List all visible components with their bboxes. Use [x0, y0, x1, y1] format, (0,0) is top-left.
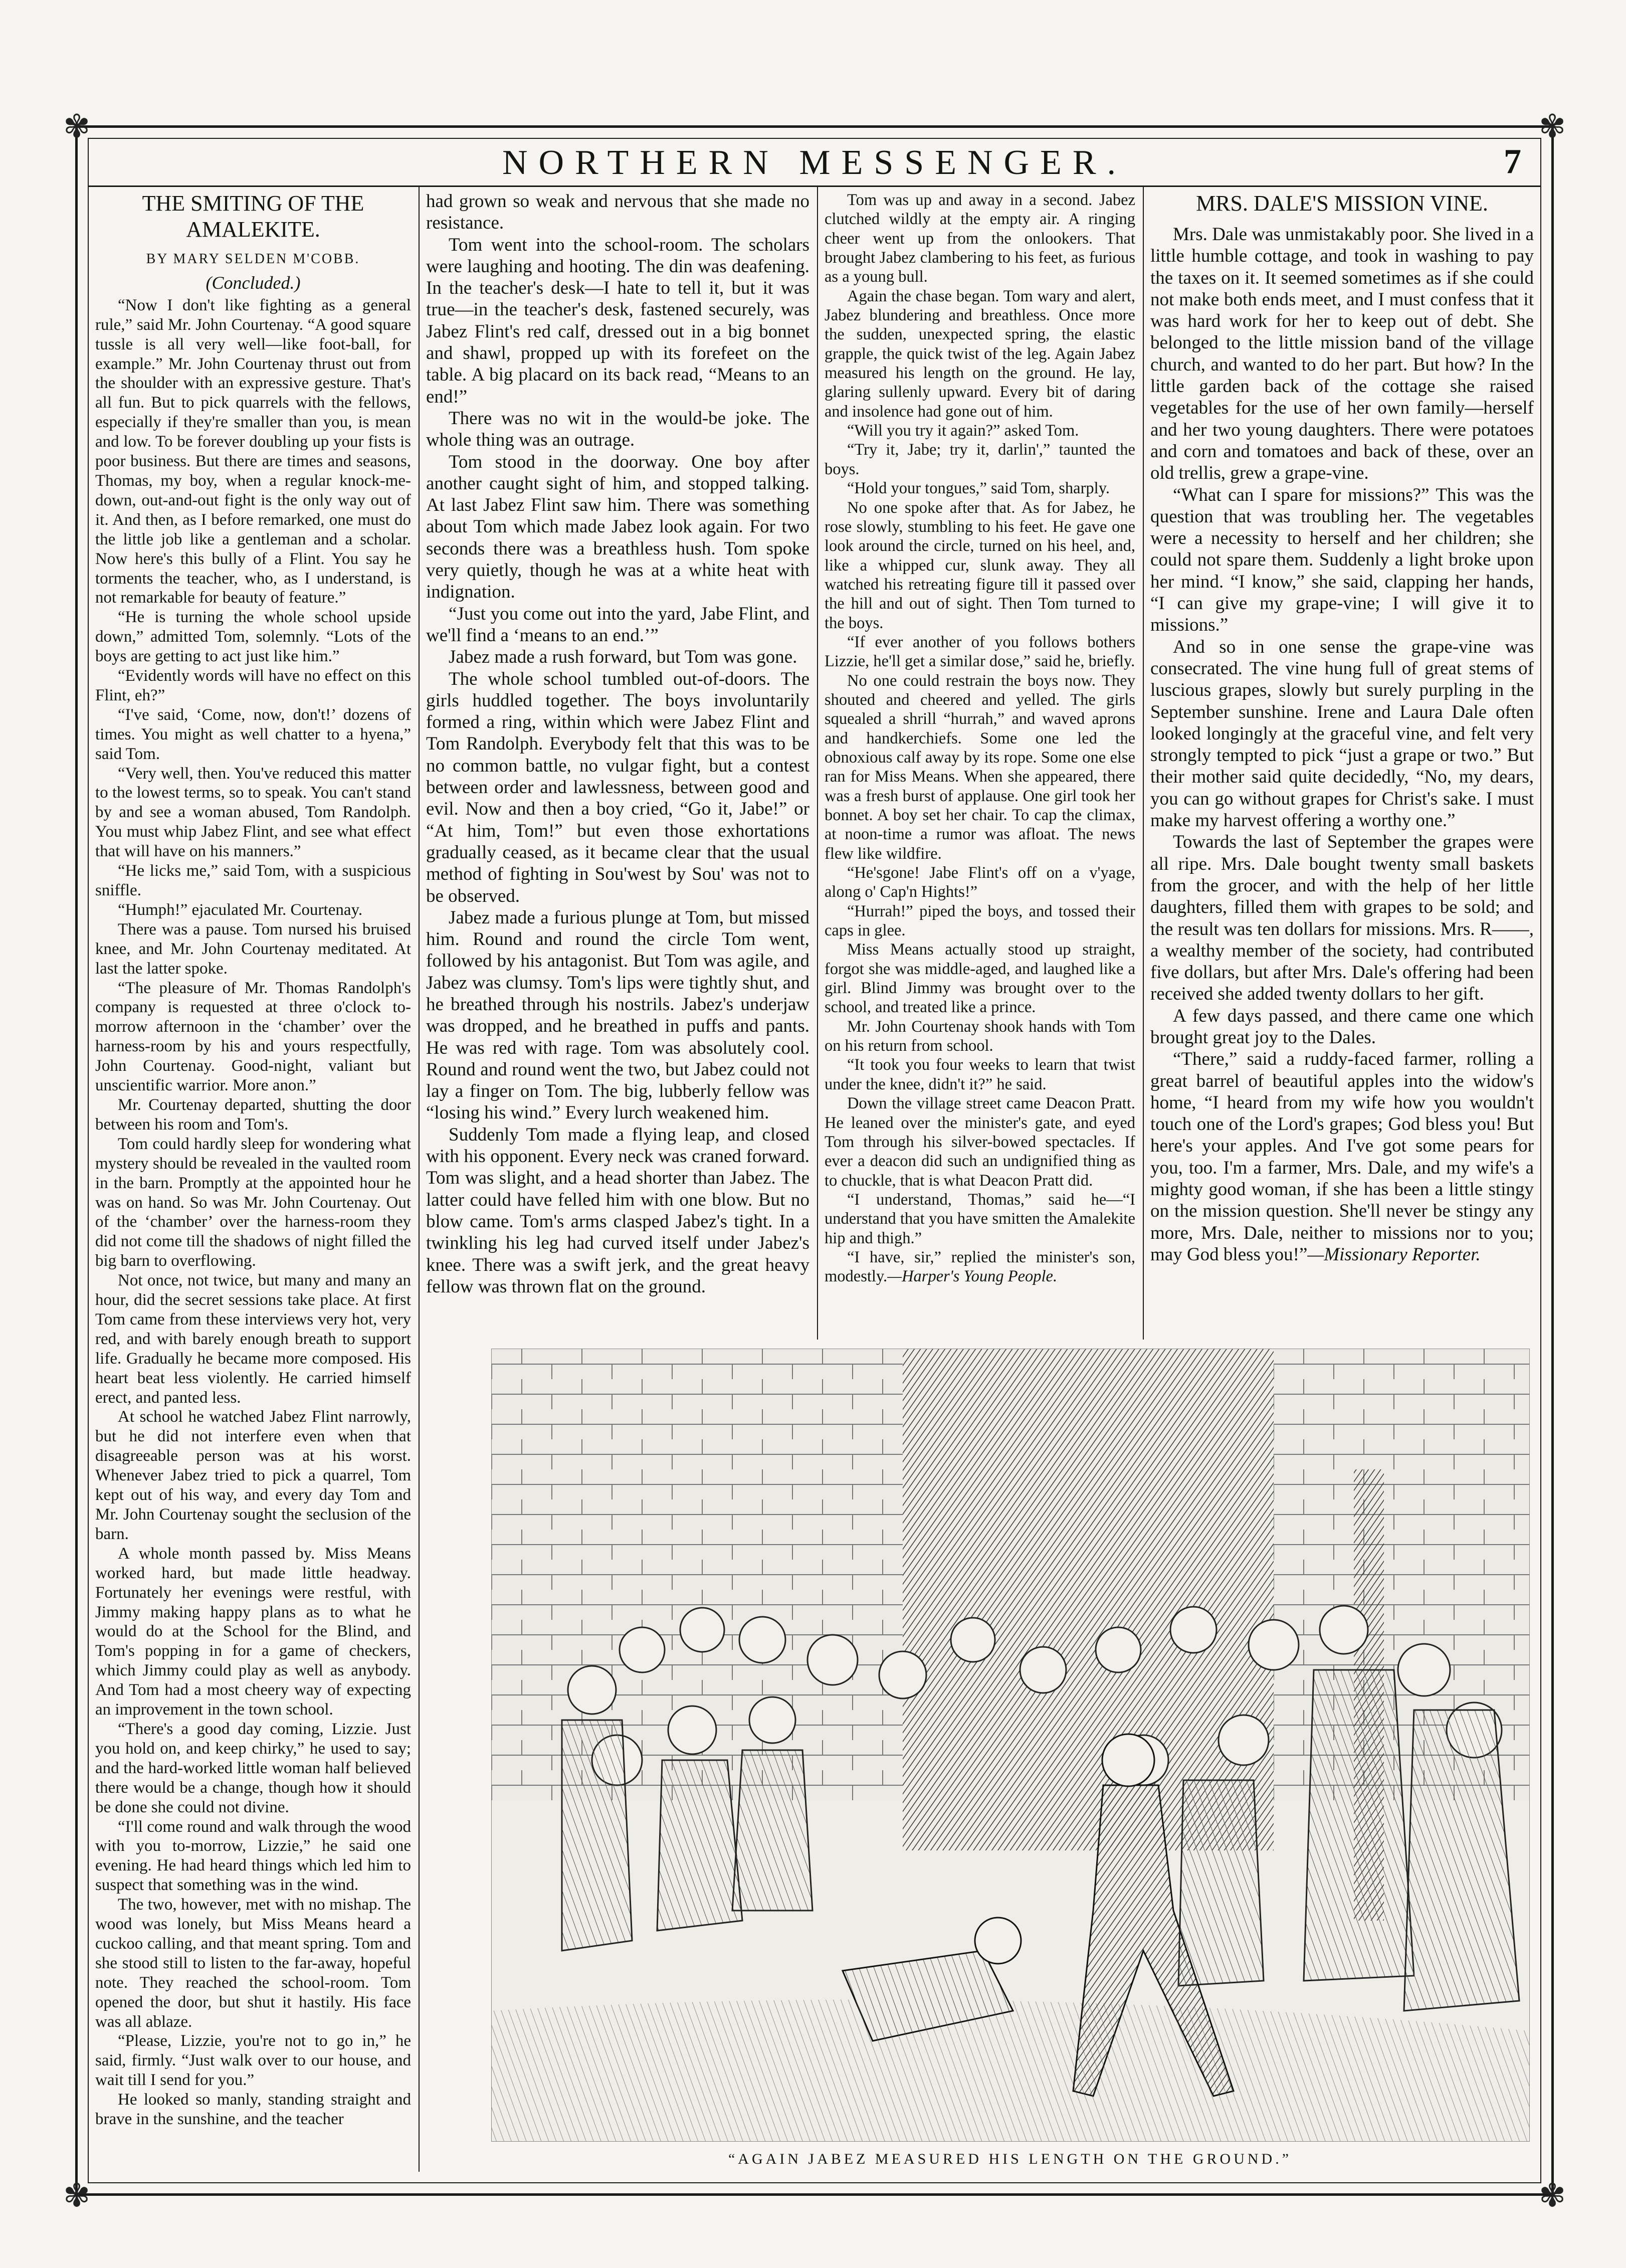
paragraph: “If ever another of you follows bothers Lizzie, he'll get a similar dose,” said he, briefly.: [825, 633, 1135, 671]
story-title: THE SMITING OF THE AMALEKITE.: [142, 191, 364, 242]
column-separator: [1143, 186, 1144, 1340]
corner-ornament-icon: ✾: [63, 2178, 90, 2213]
paragraph: “Very well, then. You've reduced this matter to the lowest terms, so to speak. You can't stand by and see a woman abused, Tom Randolph. You must whip Jabez Flint, and see what effect that will have on his manners.”: [95, 764, 411, 861]
column-3: [825, 191, 1135, 1286]
paragraph: “Please, Lizzie, you're not to go in,” he said, firmly. “Just walk over to our house, and wait till I send for you.”: [95, 2032, 411, 2090]
paragraph: Towards the last of September the grapes were all ripe. Mrs. Dale bought twenty small baskets from the grocer, and with the help of her little daughters, filled them with grapes to be sold; and the result was ten dollars for missions. Mrs. R——, a wealthy member of the society, had contributed five dollars, but after Mrs. Dale's offering had been received she added twenty dollars to her gift.: [1150, 832, 1534, 1005]
paragraph: There was a pause. Tom nursed his bruised knee, and Mr. John Courtenay meditated. At last the latter spoke.: [95, 920, 411, 978]
paragraph: There was no wit in the would-be joke. The whole thing was an outrage.: [426, 408, 809, 451]
paragraph: Mr. John Courtenay shook hands with Tom on his return from school.: [825, 1017, 1135, 1055]
paragraph: Not once, not twice, but many and many an hour, did the secret sessions take place. At first Tom came from these interviews very hot, very red, and with barely enough breath to support life. Gradually he became more composed. His heart beat less violently. He carried himself erect, and panted less.: [95, 1271, 411, 1407]
source-credit: —Missionary Reporter.: [1307, 1244, 1481, 1265]
paragraph: “Humph!” ejaculated Mr. Courtenay.: [118, 900, 363, 919]
column-separator: [817, 186, 818, 1340]
paragraph: “Now I don't like fighting as a general rule,” said Mr. John Courtenay. “A good square tussle is all very well—like foot-ball, for example.” Mr. John Courtenay thrust out from the shoulder with an expressive gesture. That's all fun. But to pick quarrels with the fellows, especially if they're smaller than you, is mean and low. To be forever doubling up your fists is poor business. But there are times and seasons, Thomas, my boy, when a regular knock-me-down, out-and-out fight is the only way out of it. And then, as I before remarked, one must do the little job like a gentleman and a scholar. Now here's this bully of a Flint. You say he torments the teacher, who, as I understand, is not remarkable for beauty of feature.”: [95, 296, 411, 607]
paragraph: “Try it, Jabe; try it, darlin',” taunted the boys.: [825, 441, 1135, 478]
illustration-caption: “AGAIN JABEZ MEASURED HIS LENGTH ON THE GROUND.”: [728, 2151, 1292, 2167]
paragraph: No one spoke after that. As for Jabez, he rose slowly, stumbling to his feet. He gave one look around the circle, turned on his heel, and, like a whipped cur, slunk away. They all watched his retreating figure till it passed over the hill and out of sight. Then Tom turned to the boys.: [825, 498, 1135, 632]
paragraph: A whole month passed by. Miss Means worked hard, but made little headway. Fortunately her evenings were restful, with Jimmy making happy plans as to what he would do at the School for the Blind, and Tom's popping in for a game of checkers, which Jimmy could play as well as anybody. And Tom had a most cheery way of expecting an improvement in the town school.: [95, 1544, 411, 1719]
paragraph: Tom stood in the doorway. One boy after another caught sight of him, and stopped talking. At last Jabez Flint saw him. There was something about Tom which made Jabez look again. For two seconds there was a breathless hush. Tom spoke very quietly, though he was at a white heat with indignation.: [426, 451, 809, 603]
column-1: [95, 191, 411, 2129]
paragraph: Miss Means actually stood up straight, forgot she was middle-aged, and laughed like a girl. Blind Jimmy was brought over to the school, and treated like a prince.: [825, 940, 1135, 1017]
masthead-title: NORTHERN MESSENGER.: [502, 143, 1127, 182]
engraving-illustration: [491, 1349, 1530, 2142]
paragraph: “It took you four weeks to learn that twist under the knee, didn't it?” he said.: [825, 1056, 1135, 1093]
paragraph: Tom went into the school-room. The scholars were laughing and hooting. The din was deafening. In the teacher's desk—I hate to tell it, but it was true—in the teacher's desk, fastened securely, was Jabez Flint's red calf, dressed out in a big bonnet and shawl, propped up with its forefeet on the table. A big placard on its back read, “Means to an end!”: [426, 234, 809, 407]
column-separator: [419, 186, 420, 2172]
paragraph: Tom could hardly sleep for wondering what mystery should be revealed in the vaulted room in the barn. Promptly at the appointed hour he was on hand. So was Mr. John Courtenay. Out of the ‘chamber’ over the harness-room they did not come till the shadows of night filled the big barn to overflowing.: [95, 1135, 411, 1270]
paragraph: had grown so weak and nervous that she made no resistance.: [426, 191, 809, 234]
paragraph: Suddenly Tom made a flying leap, and closed with his opponent. Every neck was craned forward. Tom was slight, and a head shorter than Jabez. The latter could have felled him with one blow. But no blow came. Tom's arms clasped Jabez's tight. In a twinkling his leg had curved itself under Jabez's knee. There was a swift jerk, and the great heavy fellow was thrown flat on the ground.: [426, 1124, 809, 1297]
paragraph: The two, however, met with no mishap. The wood was lonely, but Miss Means heard a cuckoo calling, and that meant spring. Tom and she stood still to listen to the far-away, hopeful note. They reached the school-room. Tom opened the door, but shut it hastily. His face was all ablaze.: [95, 1896, 411, 2031]
paragraph: “What can I spare for missions?” This was the question that was troubling her. The vegetables were a necessity to herself and her children; she could not spare them. Suddenly a light broke upon her mind. “I know,” she said, clapping her hands, “I can give my grape-vine; I will give it to missions.”: [1150, 484, 1534, 636]
paragraph: [1150, 1048, 1534, 1265]
corner-ornament-icon: ✾: [1539, 2178, 1566, 2213]
paragraph: [825, 1248, 1135, 1286]
paragraph: Jabez made a furious plunge at Tom, but missed him. Round and round the circle Tom went, followed by his antagonist. But Tom was agile, and Jabez was clumsy. Tom's lips were tightly shut, and he breathed through his nostrils. Jabez's underjaw was dropped, and he breathed in puffs and pants. He was red with rage. Tom was absolutely cool. Round and round went the two, but Jabez could not lay a finger on Tom. The big, lubberly fellow was “losing his wind.” Every lurch weakened him.: [426, 907, 809, 1123]
paragraph: A few days passed, and there came one which brought great joy to the Dales.: [1150, 1005, 1534, 1048]
corner-ornament-icon: ✾: [1539, 109, 1566, 144]
paragraph: “I've said, ‘Come, now, don't!’ dozens of times. You might as well chatter to a hyena,” said Tom.: [95, 705, 411, 763]
fight-scene-illustration: [492, 1349, 1529, 2141]
byline: BY MARY SELDEN M'COBB.: [146, 251, 360, 267]
paragraph: “He is turning the whole school upside down,” admitted Tom, solemnly. “Lots of the boys are getting to act just like him.”: [95, 608, 411, 666]
source-credit: —Harper's Young People.: [887, 1267, 1058, 1286]
paragraph: “Just you come out into the yard, Jabe Flint, and we'll find a ‘means to an end.’”: [426, 603, 809, 646]
paragraph: “I understand, Thomas,” said he—“I understand that you have smitten the Amalekite hip and thigh.”: [825, 1190, 1135, 1247]
masthead: [88, 138, 1541, 187]
paragraph: And so in one sense the grape-vine was consecrated. The vine hung full of great stems of luscious grapes, slowly but surely purpling in the September sunshine. Irene and Laura Dale often looked longingly at the graceful vine, and felt very strongly tempted to pick “just a grape or two.” But their mother said quite decidedly, “No, my dears, you can go without grapes for Christ's sake. I must make my harvest offering a worthy one.”: [1150, 636, 1534, 831]
paragraph: Down the village street came Deacon Pratt. He leaned over the minister's gate, and eyed Tom through his silver-bowed spectacles. If ever a deacon did such an undignified thing as to chuckle, that is what Deacon Pratt did.: [825, 1094, 1135, 1190]
column-2: [426, 191, 809, 1297]
paragraph: He looked so manly, standing straight and brave in the sunshine, and the teacher: [95, 2091, 411, 2129]
paragraph: “There's a good day coming, Lizzie. Just you hold on, and keep chirky,” he used to say; and the hard-worked little woman half believed there would be a change, though how it should be done she could not divine.: [95, 1720, 411, 1816]
page-number: 7: [1504, 142, 1521, 181]
paragraph: No one could restrain the boys now. They shouted and cheered and yelled. The girls squealed a shrill “hurrah,” and waved aprons and handkerchiefs. Some one led the obnoxious calf away by its rope. Some one else ran for Miss Means. When she appeared, there was a fresh burst of applause. One girl took her bonnet. A boy set her chair. To cap the climax, at noon-time a rumor was afloat. The news flew like wildfire.: [825, 671, 1135, 863]
concluded-note: (Concluded.): [206, 272, 301, 293]
paragraph: “He licks me,” said Tom, with a suspicious sniffle.: [95, 862, 411, 899]
paragraph: “Will you try it again?” asked Tom.: [847, 422, 1079, 440]
paragraph-text: “I have, sir,” replied the minister's son, modestly.: [825, 1248, 1135, 1286]
paragraph: The whole school tumbled out-of-doors. The girls huddled together. The boys involuntarily formed a ring, within which were Jabez Flint and Tom Randolph. Everybody felt that this was to be no common battle, no vulgar fight, but a contest between order and lawlessness, between good and evil. Now and then a boy cried, “Go it, Jabe!” or “At him, Tom!” but even those exhortations gradually ceased, as it became clear that the usual method of fighting in Sou'west by Sou' was not to be observed.: [426, 668, 809, 906]
paragraph: “I'll come round and walk through the wood with you to-morrow, Lizzie,” he said one evening. He had heard things which led him to suspect that something was in the wind.: [95, 1817, 411, 1895]
corner-ornament-icon: ✾: [63, 109, 90, 144]
paragraph-text: “There,” said a ruddy-faced farmer, rolling a great barrel of beautiful apples into the widow's home, “I heard from my wife how you wouldn't touch one of the Lord's grapes; God bless you! But here's your apples. And I've got some pears for you, too. I'm a farmer, Mrs. Dale, and my wife's a mighty good woman, if she has been a little stingy on the mission question. She'll never be stingy any more, Mrs. Dale, neither to missions nor to you; may God bless you!”: [1150, 1049, 1534, 1265]
paragraph: “Hold your tongues,” said Tom, sharply.: [847, 479, 1110, 498]
paragraph: Mr. Courtenay departed, shutting the door between his room and Tom's.: [95, 1095, 411, 1133]
paragraph: “The pleasure of Mr. Thomas Randolph's company is requested at three o'clock to-morrow afternoon in the ‘chamber’ over the harness-room by his and yours respectfully, John Courtenay. Good-night, valiant but unscientific warrior. More anon.”: [95, 979, 411, 1095]
paragraph: Tom was up and away in a second. Jabez clutched wildly at the empty air. A ringing cheer went up from the onlookers. That brought Jabez clambering to his feet, as furious as a young bull.: [825, 191, 1135, 286]
paragraph: Again the chase began. Tom wary and alert, Jabez blundering and breathless. Once more the sudden, unexpected spring, the elastic grapple, the quick twist of the leg. Again Jabez measured his length on the ground. He lay, glaring sullenly upward. Every bit of daring and insolence had gone out of him.: [825, 287, 1135, 421]
paragraph: “He'sgone! Jabe Flint's off on a v'yage, along o' Cap'n Hights!”: [825, 864, 1135, 901]
paragraph: “Hurrah!” piped the boys, and tossed their caps in glee.: [825, 902, 1135, 940]
paragraph: At school he watched Jabez Flint narrowly, but he did not interfere even when that disagreeable person was at his worst. Whenever Jabez tried to pick a quarrel, Tom kept out of his way, and every day Tom and Mr. John Courtenay sought the seclusion of the barn.: [95, 1408, 411, 1543]
paragraph: Mrs. Dale was unmistakably poor. She lived in a little humble cottage, and took in washing to pay the taxes on it. It seemed sometimes as if she could not make both ends meet, and I must confess that it was hard work for her to keep out of debt. She belonged to the little mission band of the village church, and wanted to do her part. But how? In the little garden back of the cottage she raised vegetables for the use of her own family—herself and her two young daughters. There were potatoes and corn and tomatoes and back of these, over an old trellis, grew a grape-vine.: [1150, 224, 1534, 484]
column-4: [1150, 191, 1534, 1265]
paragraph: “Evidently words will have no effect on this Flint, eh?”: [95, 667, 411, 704]
paragraph: Jabez made a rush forward, but Tom was gone.: [449, 647, 797, 668]
story-title: MRS. DALE'S MISSION VINE.: [1196, 191, 1488, 216]
